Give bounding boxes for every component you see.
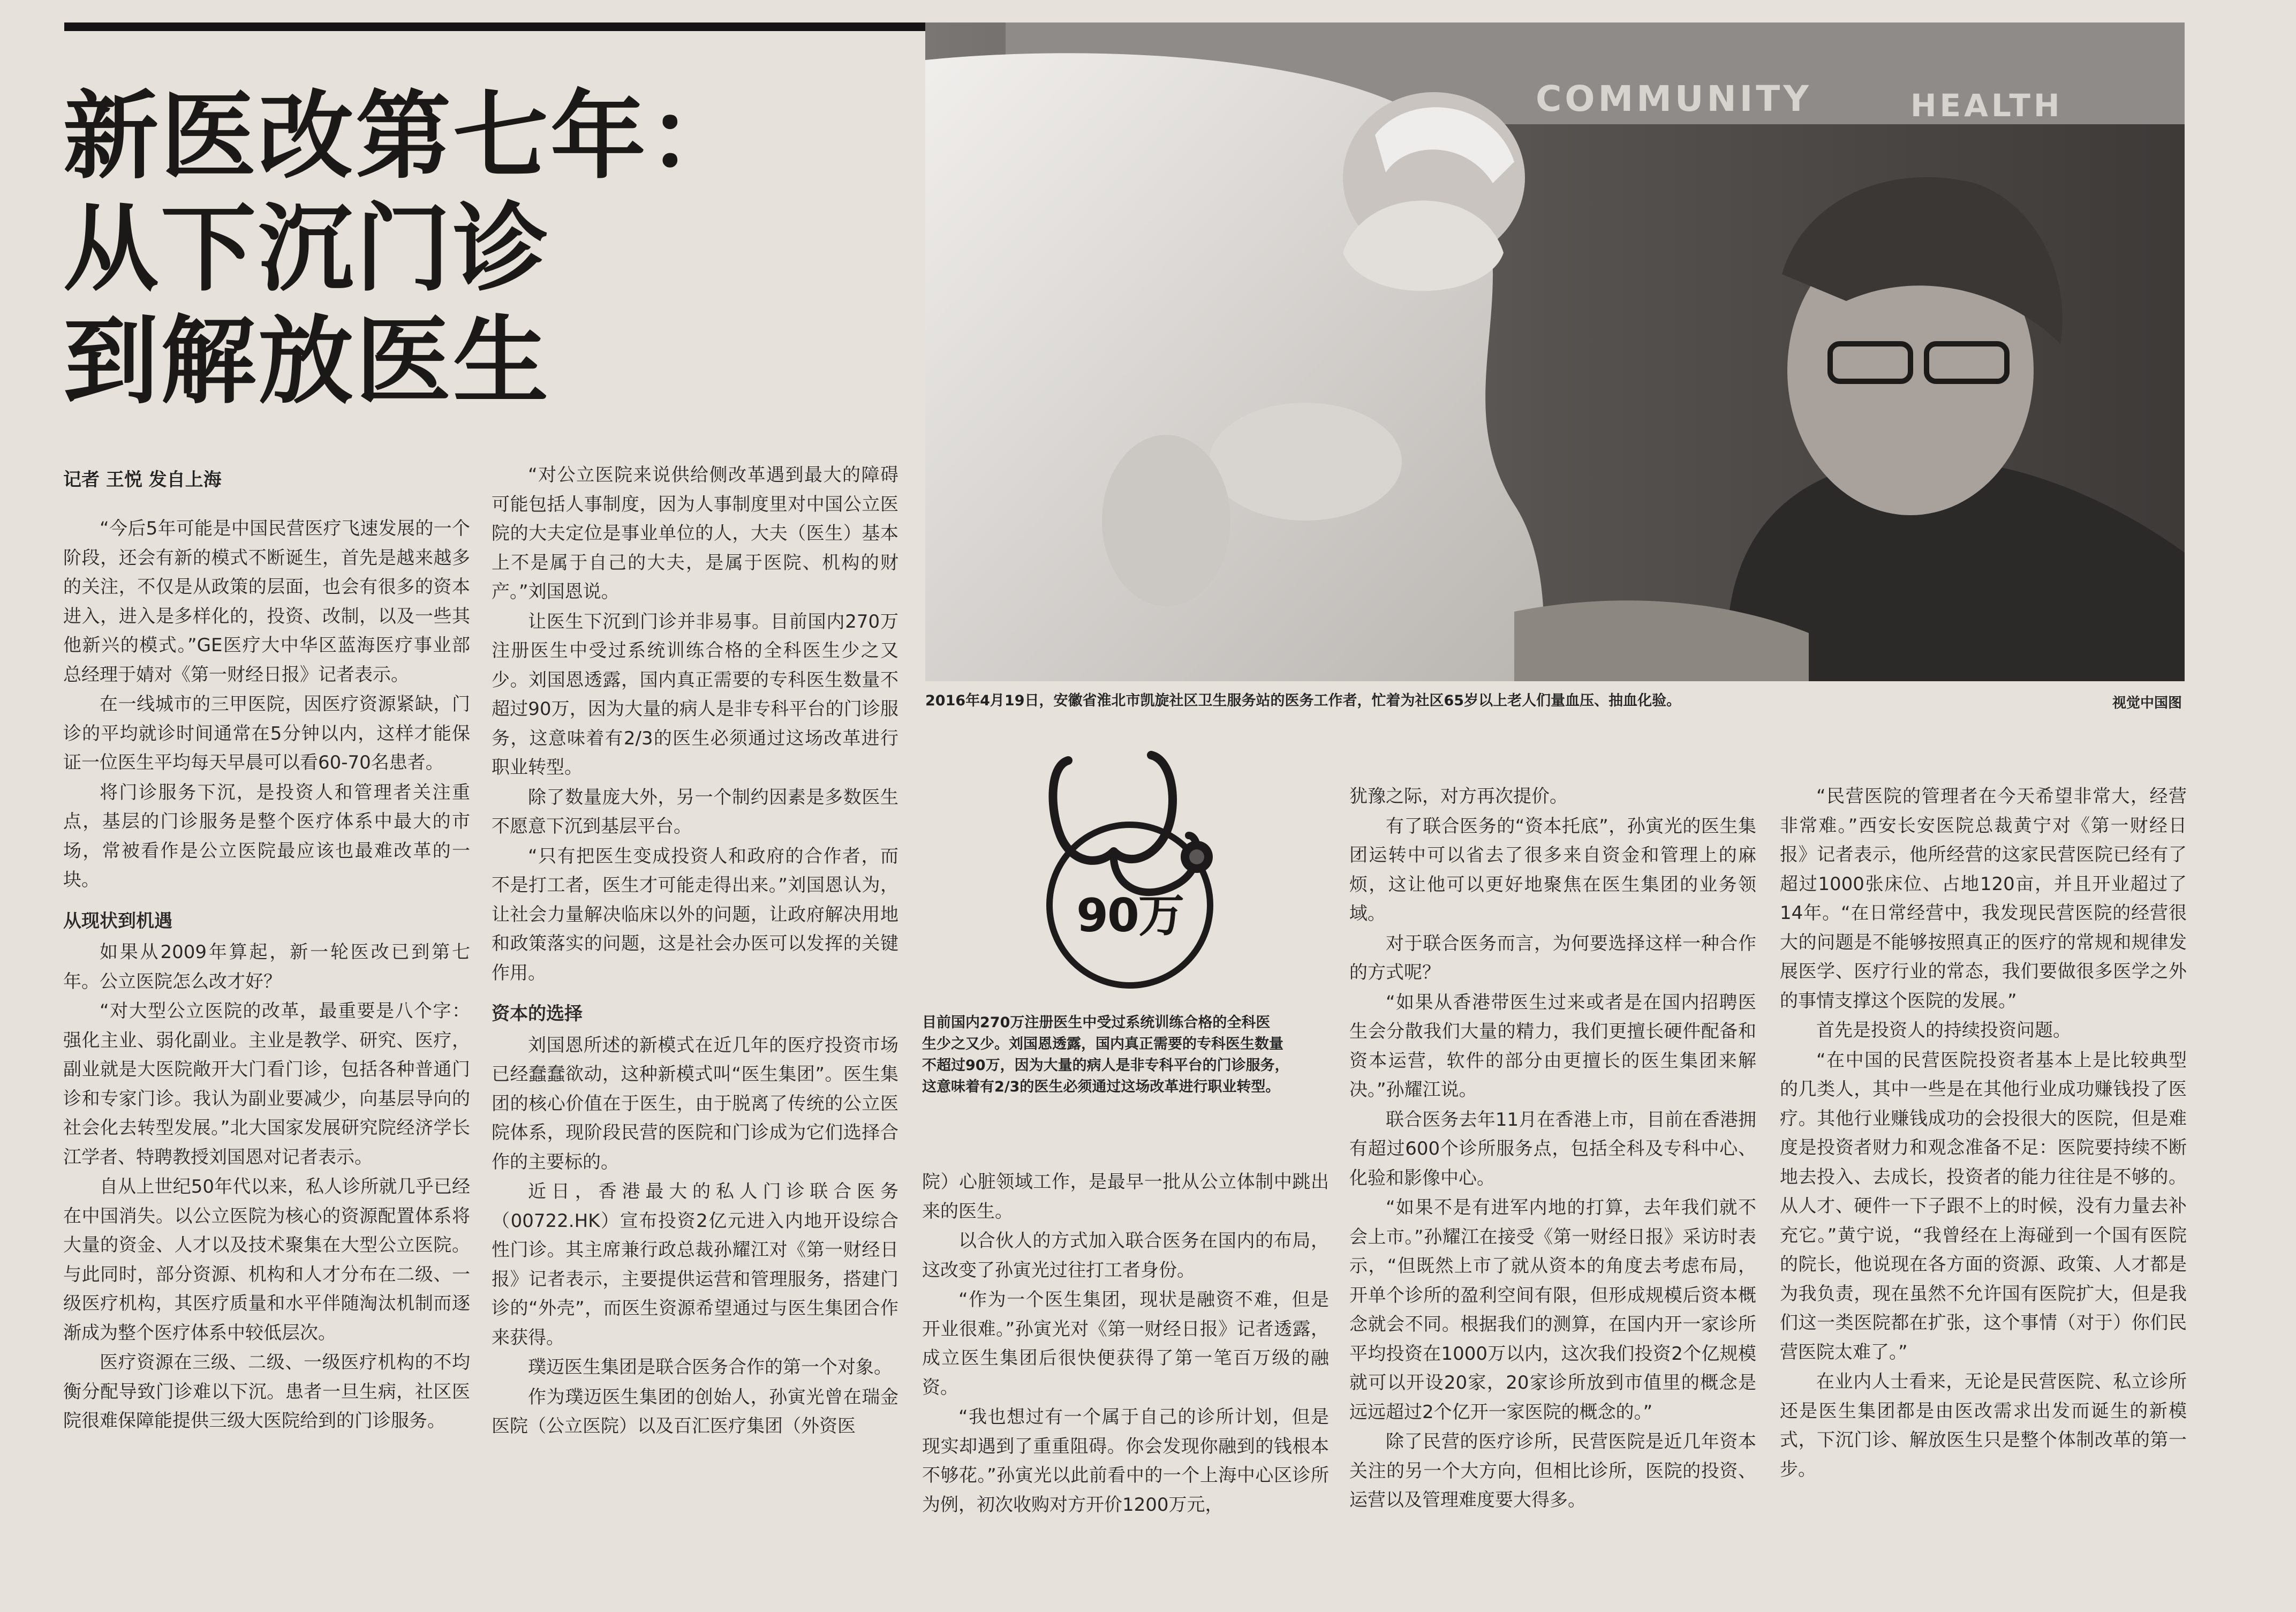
article-column-1: [63, 514, 470, 1436]
article-column-2: [492, 461, 898, 1442]
article-paragraph: 联合医务去年11月在香港上市，目前在香港拥有超过600个诊所服务点，包括全科及专科中心、化验和影像中心。: [1349, 1109, 1756, 1189]
section-subheading: 从现状到机遇: [63, 910, 172, 932]
news-photo: [925, 22, 2185, 681]
sign-text: COMMUNITY: [1536, 78, 1812, 119]
article-paragraph: 首先是投资人的持续投资问题。: [1816, 1020, 2071, 1041]
nurse-patient-photo: [925, 22, 2185, 681]
article-paragraph: 除了民营的医疗诊所，民营医院是近几年资本关注的另一个大方向，但相比诊所，医院的投资、运营以及管理难度要大得多。: [1349, 1431, 1756, 1511]
article-paragraph: “对公立医院来说供给侧改革遇到最大的障碍可能包括人事制度，因为人事制度里对中国公立医院的大夫定位是事业单位的人，大夫（医生）基本上不是属于自己的大夫，是属于医院、机构的财产。”刘国恩说。: [492, 464, 898, 602]
article-paragraph: “如果不是有进军内地的打算，去年我们就不会上市。”孙耀江在接受《第一财经日报》采访时表示，“但既然上市了就从资本的角度去考虑布局，开单个诊所的盈利空间有限，但形成规模后资本概念就会不同。根据我们的测算，在国内开一家诊所平均投资在1000万以内，这次我们投资2个亿规模就可以开设20家，20家诊所放到市值里的概念是远远超过2个亿开一家医院的概念的。”: [1349, 1197, 1756, 1423]
stat-caption-line: 目前国内270万注册医生中受过系统训练合格的全科医: [922, 1014, 1271, 1031]
article-paragraph: 以合伙人的方式加入联合医务在国内的布局，这改变了孙寅光过往打工者身份。: [922, 1230, 1329, 1281]
article-paragraph: 自从上世纪50年代以来，私人诊所就几乎已经在中国消失。以公立医院为核心的资源配置体系将大量的资金、人才以及技术聚集在大型公立医院。与此同时，部分资源、机构和人才分布在二级、一级医疗机构，其医疗质量和水平伴随淘汰机制而逐渐成为整个医疗体系中较低层次。: [63, 1176, 470, 1344]
stat-caption: [922, 1012, 1329, 1098]
article-paragraph: 在业内人士看来，无论是民营医院、私立诊所还是医生集团都是由医改需求出发而诞生的新模式，下沉门诊、解放医生只是整个体制改革的第一步。: [1780, 1371, 2187, 1480]
article-paragraph: 近日，香港最大的私人门诊联合医务（00722.HK）宣布投资2亿元进入内地开设综合性门诊。其主席兼行政总裁孙耀江对《第一财经日报》记者表示，主要提供运营和管理服务，搭建门诊的“外壳”，而医生资源希望通过与医生集团合作来获得。: [492, 1181, 898, 1349]
article-paragraph: “民营医院的管理者在今天希望非常大，经营非常难。”西安长安医院总裁黄宁对《第一财经日报》记者表示，他所经营的这家民营医院已经有了超过1000张床位、占地120亩，并且开业超过了14年。“在日常经营中，我发现民营医院的经营很大的问题是不能够按照真正的医疗的常规和规律发展医学、医疗行业的常态，我们要做很多医学之外的事情支撑这个医院的发展。”: [1780, 786, 2187, 1012]
article-paragraph: 璞迈医生集团是联合医务合作的第一个对象。: [528, 1357, 892, 1378]
headline-line-2: 从下沉门诊: [63, 193, 550, 304]
photo-caption: 2016年4月19日，安徽省淮北市凯旋社区卫生服务站的医务工作者，忙着为社区65岁以上老人们量血压、抽血化验。: [925, 692, 1681, 709]
article-paragraph: 犹豫之际，对方再次提价。: [1349, 786, 1568, 807]
article-paragraph: 对于联合医务而言，为何要选择这样一种合作的方式呢？: [1349, 932, 1756, 983]
article-paragraph: 让医生下沉到门诊并非易事。目前国内270万注册医生中受过系统训练合格的全科医生少之又少。刘国恩透露，国内真正需要的专科医生数量不超过90万，因为大量的病人是非专科平台的门诊服务，这意味着有2/3的医生必须通过这场改革进行职业转型。: [492, 611, 898, 778]
article-paragraph: 有了联合医务的“资本托底”，孙寅光的医生集团运转中可以省去了很多来自资金和管理上的麻烦，这让他可以更好地聚焦在医生集团的业务领域。: [1349, 815, 1756, 924]
article-paragraph: 院）心脏领域工作，是最早一批从公立体制中跳出来的医生。: [922, 1171, 1329, 1222]
stat-caption-line: 不超过90万，因为大量的病人是非专科平台的门诊服务，: [922, 1057, 1289, 1074]
article-paragraph: 刘国恩所述的新模式在近几年的医疗投资市场已经蠢蠢欲动，这种新模式叫“医生集团”。医生集团的核心价值在于医生，由于脱离了传统的公立医院体系，现阶段民营的医院和门诊成为它们选择合作的主要标的。: [492, 1034, 898, 1173]
article-paragraph: 在一线城市的三甲医院，因医疗资源紧缺，门诊的平均就诊时间通常在5分钟以内，这样才能保证一位医生平均每天早晨可以看60-70名患者。: [63, 694, 470, 773]
article-paragraph: 医疗资源在三级、二级、一级医疗机构的不均衡分配导致门诊难以下沉。患者一旦生病，社区医院很难保障能提供三级大医院给到的门诊服务。: [63, 1352, 470, 1432]
article-column-4: [1349, 782, 1756, 1516]
article-paragraph: “只有把医生变成投资人和政府的合作者，而不是打工者，医生才可能走得出来。”刘国恩认为，让社会力量解决临床以外的问题，让政府解决用地和政策落实的问题，这是社会办医可以发挥的关键作用。: [492, 845, 898, 984]
article-paragraph: “对大型公立医院的改革，最重要是八个字：强化主业、弱化副业。主业是教学、研究、医疗，副业就是大医院敞开大门看门诊，包括各种普通门诊和专家门诊。我认为副业要减少，向基层导向的社会化去转型发展。”北大国家发展研究院经济学长江学者、特聘教授刘国恩对记者表示。: [63, 1000, 470, 1168]
photo-credit: 视觉中国图: [2112, 695, 2182, 711]
article-paragraph: “在中国的民营医院投资者基本上是比较典型的几类人，其中一些是在其他行业成功赚钱投了医疗。其他行业赚钱成功的会投很大的医院，但是难度是投资者财力和观念准备不足：医院要持续不断地去投入、去成长，投资者的能力往往是不够的。从人才、硬件一下子跟不上的时候，没有力量去补充它。”黄宁说，“我曾经在上海碰到一个国有医院的院长，他说现在各方面的资源、政策、人才都是为我负责，现在虽然不允许国有医院扩大，但是我们这一类医院都在扩张，这个事情（对于）你们民营医院太难了。”: [1780, 1049, 2187, 1363]
headline-line-1: 新医改第七年：: [63, 81, 745, 192]
section-subheading: 资本的选择: [492, 1003, 583, 1025]
article-paragraph: 如果从2009年算起，新一轮医改已到第七年。公立医院怎么改才好？: [63, 941, 470, 992]
sign-text-2: HEALTH: [1910, 87, 2063, 124]
stat-number: 90万: [1076, 889, 1183, 943]
headline-line-3: 到解放医生: [63, 306, 550, 417]
article-paragraph: 作为璞迈医生集团的创始人，孙寅光曾在瑞金医院（公立医院）以及百汇医疗集团（外资医: [492, 1386, 898, 1437]
stat-caption-line: 生少之又少。刘国恩透露，国内真正需要的专科医生数量: [922, 1036, 1283, 1052]
article-paragraph: 除了数量庞大外，另一个制约因素是多数医生不愿意下沉到基层平台。: [492, 786, 898, 837]
stat-caption-line: 这意味着有2/3的医生必须通过这场改革进行职业转型。: [922, 1079, 1280, 1095]
article-paragraph: “作为一个医生集团，现状是融资不难，但是开业很难。”孙寅光对《第一财经日报》记者透露，成立医生集团后很快便获得了第一笔百万级的融资。: [922, 1289, 1329, 1398]
article-paragraph: “我也想过有一个属于自己的诊所计划，但是现实却遇到了重重阻碍。你会发现你融到的钱根本不够花。”孙寅光以此前看中的一个上海中心区诊所为例，初次收购对方开价1200万元，: [922, 1406, 1329, 1516]
article-column-3: [922, 1167, 1329, 1520]
article-paragraph: “今后5年可能是中国民营医疗飞速发展的一个阶段，还会有新的模式不断诞生，首先是越来越多的关注，不仅是从政策的层面，也会有很多的资本进入，进入是多样化的，投资、改制，以及一些其他新兴的模式。”GE医疗大中华区蓝海医疗事业部总经理于婧对《第一财经日报》记者表示。: [63, 518, 470, 686]
byline: 记者 王悦 发自上海: [63, 469, 222, 491]
article-paragraph: 将门诊服务下沉，是投资人和管理者关注重点，基层的门诊服务是整个医疗体系中最大的市场，常被看作是公立医院最应该也最难改革的一块。: [63, 781, 470, 891]
article-paragraph: “如果从香港带医生过来或者是在国内招聘医生会分散我们大量的精力，我们更擅长硬件配备和资本运营，软件的部分由更擅长的医生集团来解决。”孙耀江说。: [1349, 991, 1756, 1101]
article-column-5: [1780, 782, 2187, 1485]
headline: [63, 80, 866, 418]
